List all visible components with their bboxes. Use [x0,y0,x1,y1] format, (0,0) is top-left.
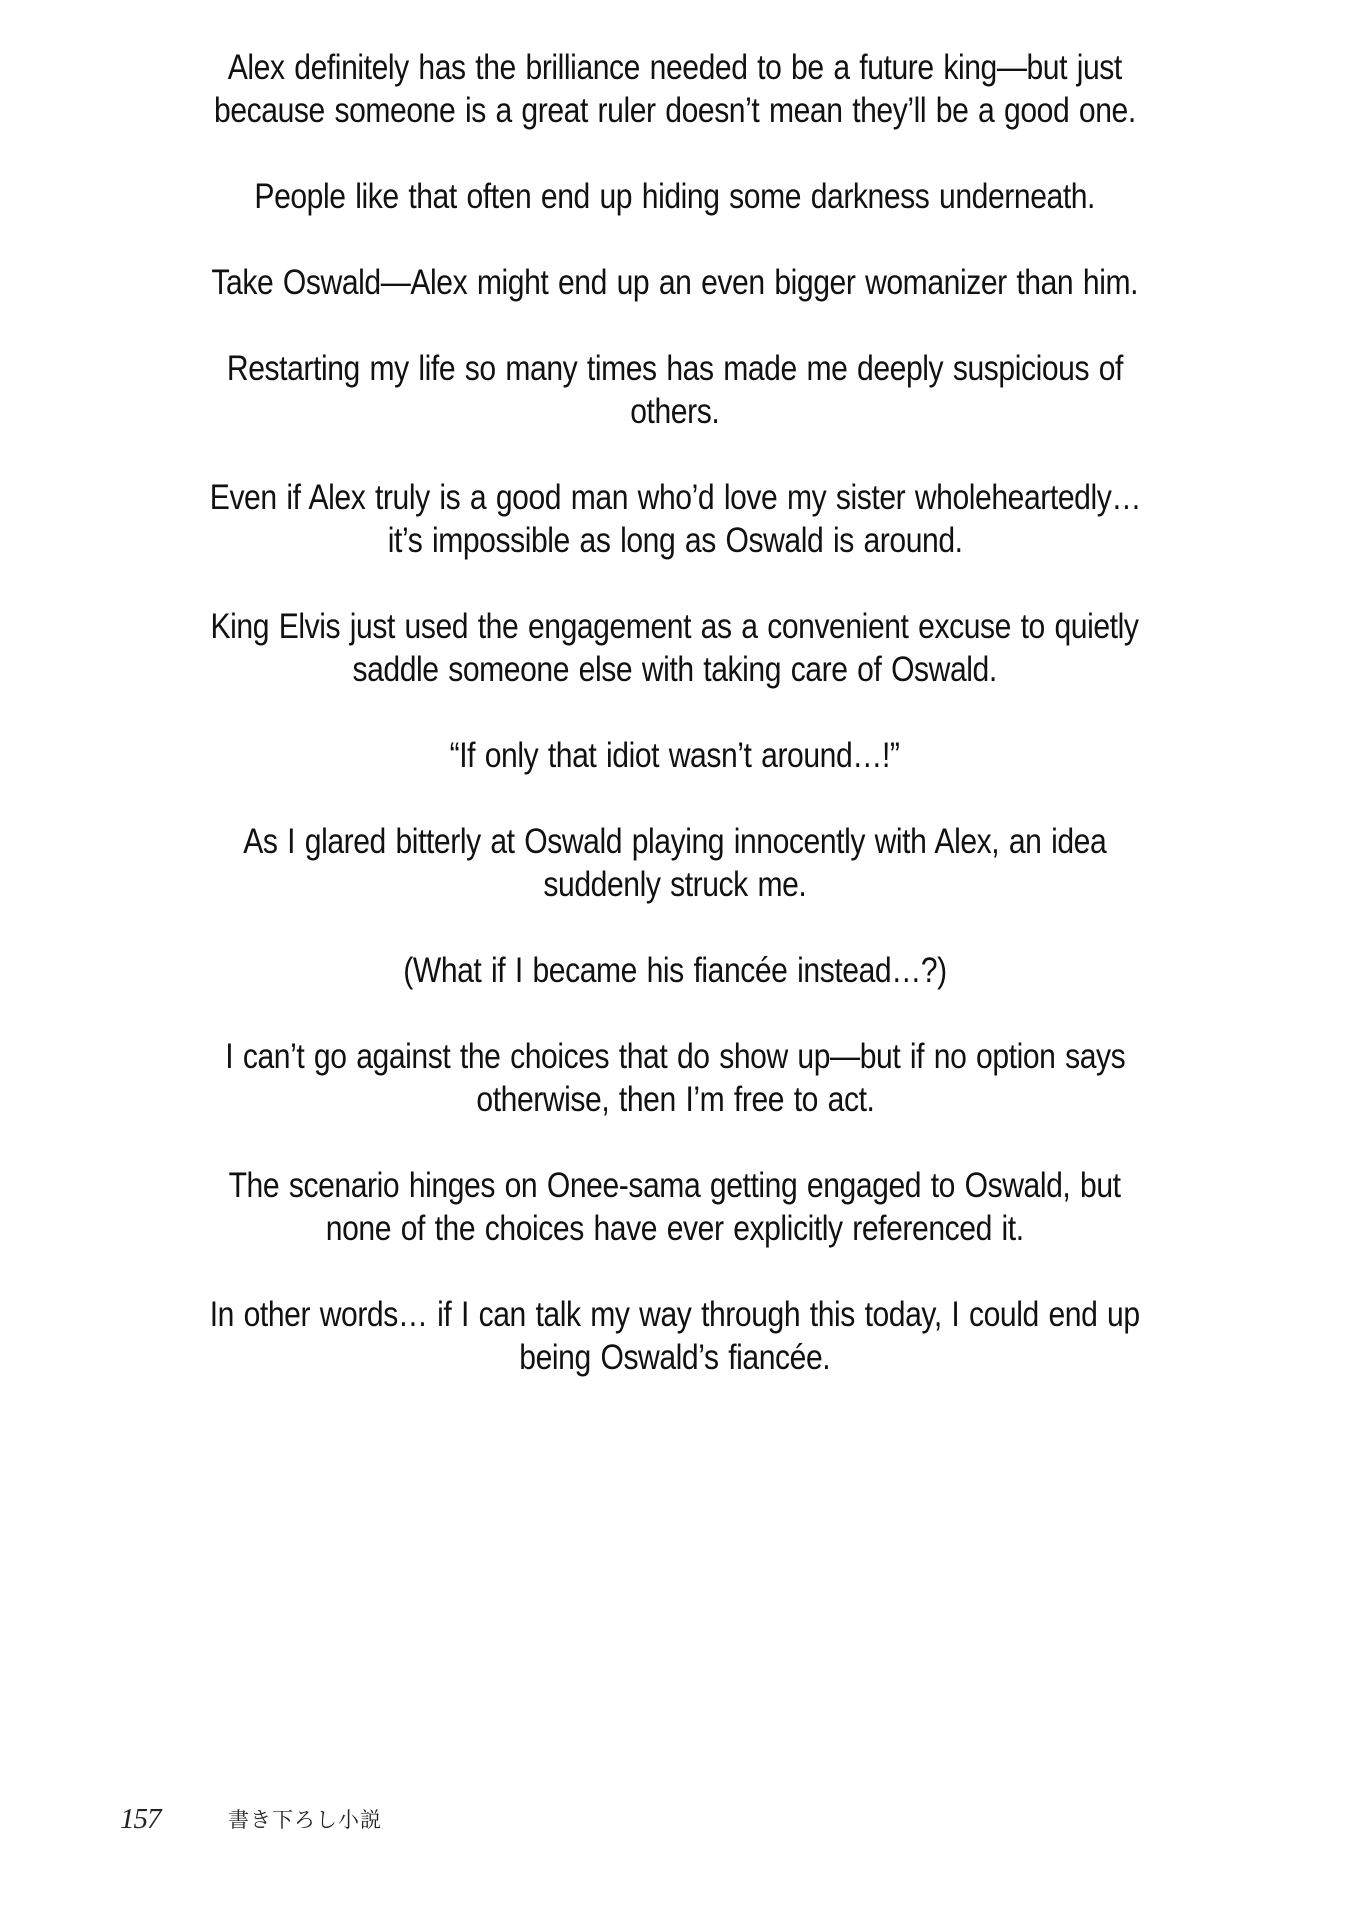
line-text: As I glared bitterly at Oswald playing innocently with Alex, an idea [243,822,1107,861]
paragraph-3 [0,261,1350,304]
line-text: The scenario hinges on Onee-sama getting engaged to Oswald, but [229,1166,1121,1205]
line-text: none of the choices have ever explicitly referenced it. [326,1209,1024,1248]
line-text: People like that often end up hiding some darkness underneath. [254,177,1096,216]
text-line [0,89,1350,132]
paragraph-2 [0,175,1350,218]
line-text: saddle someone else with taking care of Oswald. [352,650,998,689]
text-line [0,175,1350,218]
page-body [0,46,1350,1422]
text-line [0,1164,1350,1207]
page-footer [120,1802,382,1836]
paragraph-12 [0,1293,1350,1379]
text-line [0,390,1350,433]
line-text: Alex definitely has the brilliance needed to be a future king—but just [227,48,1123,87]
paragraph-8 [0,820,1350,906]
text-line [0,46,1350,89]
paragraph-9-thought [0,949,1350,992]
text-line [0,1293,1350,1336]
line-text: it’s impossible as long as Oswald is around. [387,521,963,560]
line-text: suddenly struck me. [543,865,807,904]
paragraph-5 [0,476,1350,562]
text-line [0,261,1350,304]
running-title: 書き下ろし小説 [228,1808,382,1832]
paragraph-11 [0,1164,1350,1250]
line-text: others. [630,392,720,431]
text-line [0,347,1350,390]
text-line [0,519,1350,562]
paragraph-7-dialogue [0,734,1350,777]
line-text: Restarting my life so many times has made me deeply suspicious of [226,349,1124,388]
line-text: In other words… if I can talk my way through this today, I could end up [210,1295,1140,1334]
paragraph-10 [0,1035,1350,1121]
line-text: Even if Alex truly is a good man who’d love my sister wholeheartedly… [209,478,1141,517]
line-text: King Elvis just used the engagement as a convenient excuse to quietly [211,607,1139,646]
text-line [0,1078,1350,1121]
text-line [0,734,1350,777]
text-line [0,863,1350,906]
text-line [0,648,1350,691]
text-line [0,820,1350,863]
text-line [0,1035,1350,1078]
paragraph-4 [0,347,1350,433]
text-line [0,605,1350,648]
paragraph-6 [0,605,1350,691]
line-text: being Oswald’s fiancée. [519,1338,831,1377]
line-text: because someone is a great ruler doesn’t mean they’ll be a good one. [214,91,1136,130]
line-text: I can’t go against the choices that do show up—but if no option says [224,1037,1126,1076]
text-line [0,1336,1350,1379]
line-text: (What if I became his fiancée instead…?) [403,951,947,990]
line-text: “If only that idiot wasn’t around…!” [450,736,900,775]
text-line [0,476,1350,519]
page-number: 157 [120,1802,161,1835]
paragraph-1 [0,46,1350,132]
text-line [0,1207,1350,1250]
text-line [0,949,1350,992]
line-text: otherwise, then I’m free to act. [475,1080,875,1119]
line-text: Take Oswald—Alex might end up an even bigger womanizer than him. [211,263,1139,302]
